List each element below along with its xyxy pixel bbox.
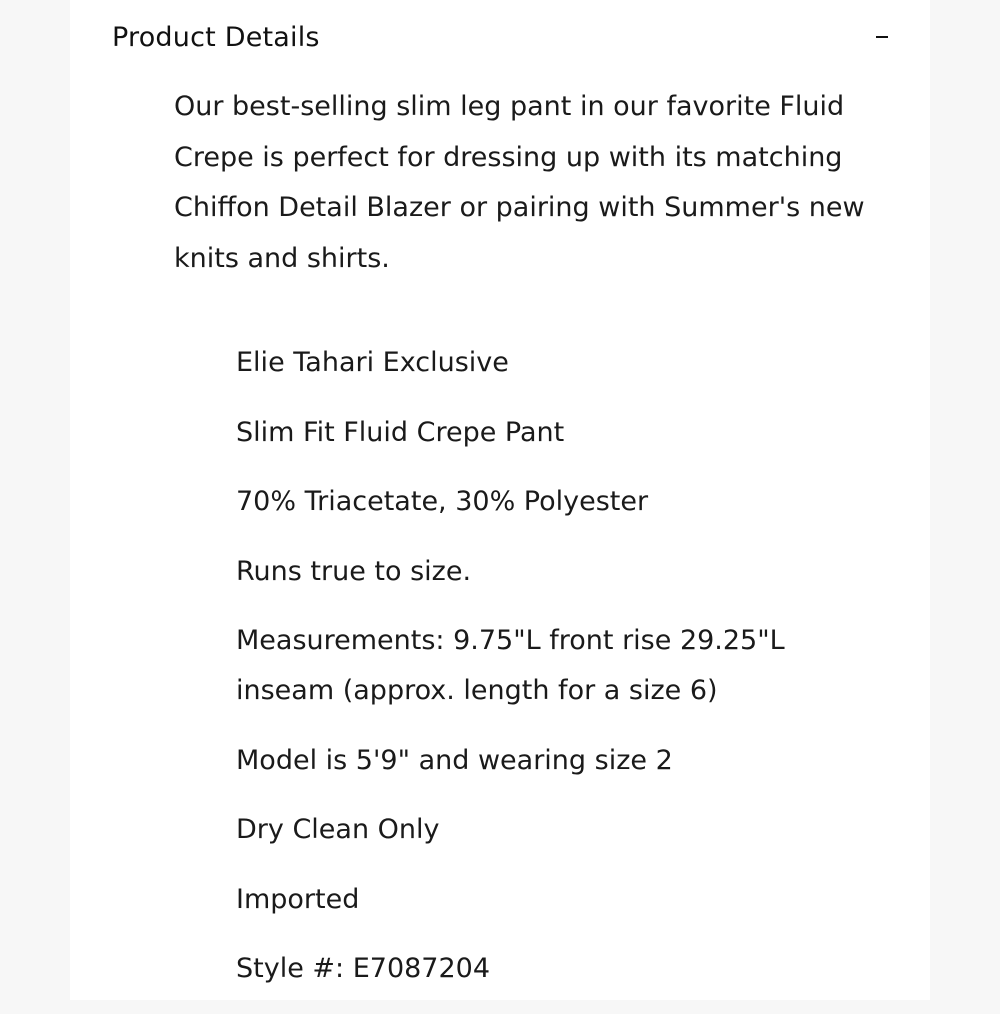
- product-details-panel: [70, 0, 930, 1000]
- detail-item-care: Dry Clean Only: [236, 814, 440, 845]
- accordion-title: Product Details: [112, 22, 320, 53]
- detail-item-fit: Slim Fit Fluid Crepe Pant: [236, 416, 565, 448]
- detail-item-measurements: Measurements: 9.75"L front rise 29.25"L inseam (approx. length for a size 6): [236, 625, 785, 706]
- product-details-accordion-header[interactable]: [112, 18, 890, 58]
- product-details-list: [236, 338, 876, 1014]
- detail-item-fabric: 70% Triacetate, 30% Polyester: [236, 486, 649, 517]
- product-description: Our best-selling slim leg pant in our favorite Fluid Crepe is perfect for dressing up with its matching Chiffon Detail Blazer or pairing with Summer's new knits and shirts.: [174, 91, 865, 274]
- detail-item-sizing: Runs true to size.: [236, 555, 472, 587]
- detail-item-brand: Elie Tahari Exclusive: [236, 347, 509, 378]
- detail-item-model: Model is 5'9" and wearing size 2: [236, 744, 673, 776]
- minus-icon[interactable]: [874, 18, 890, 58]
- detail-item-origin: Imported: [236, 883, 360, 915]
- detail-item-style-number: Style #: E7087204: [236, 953, 491, 984]
